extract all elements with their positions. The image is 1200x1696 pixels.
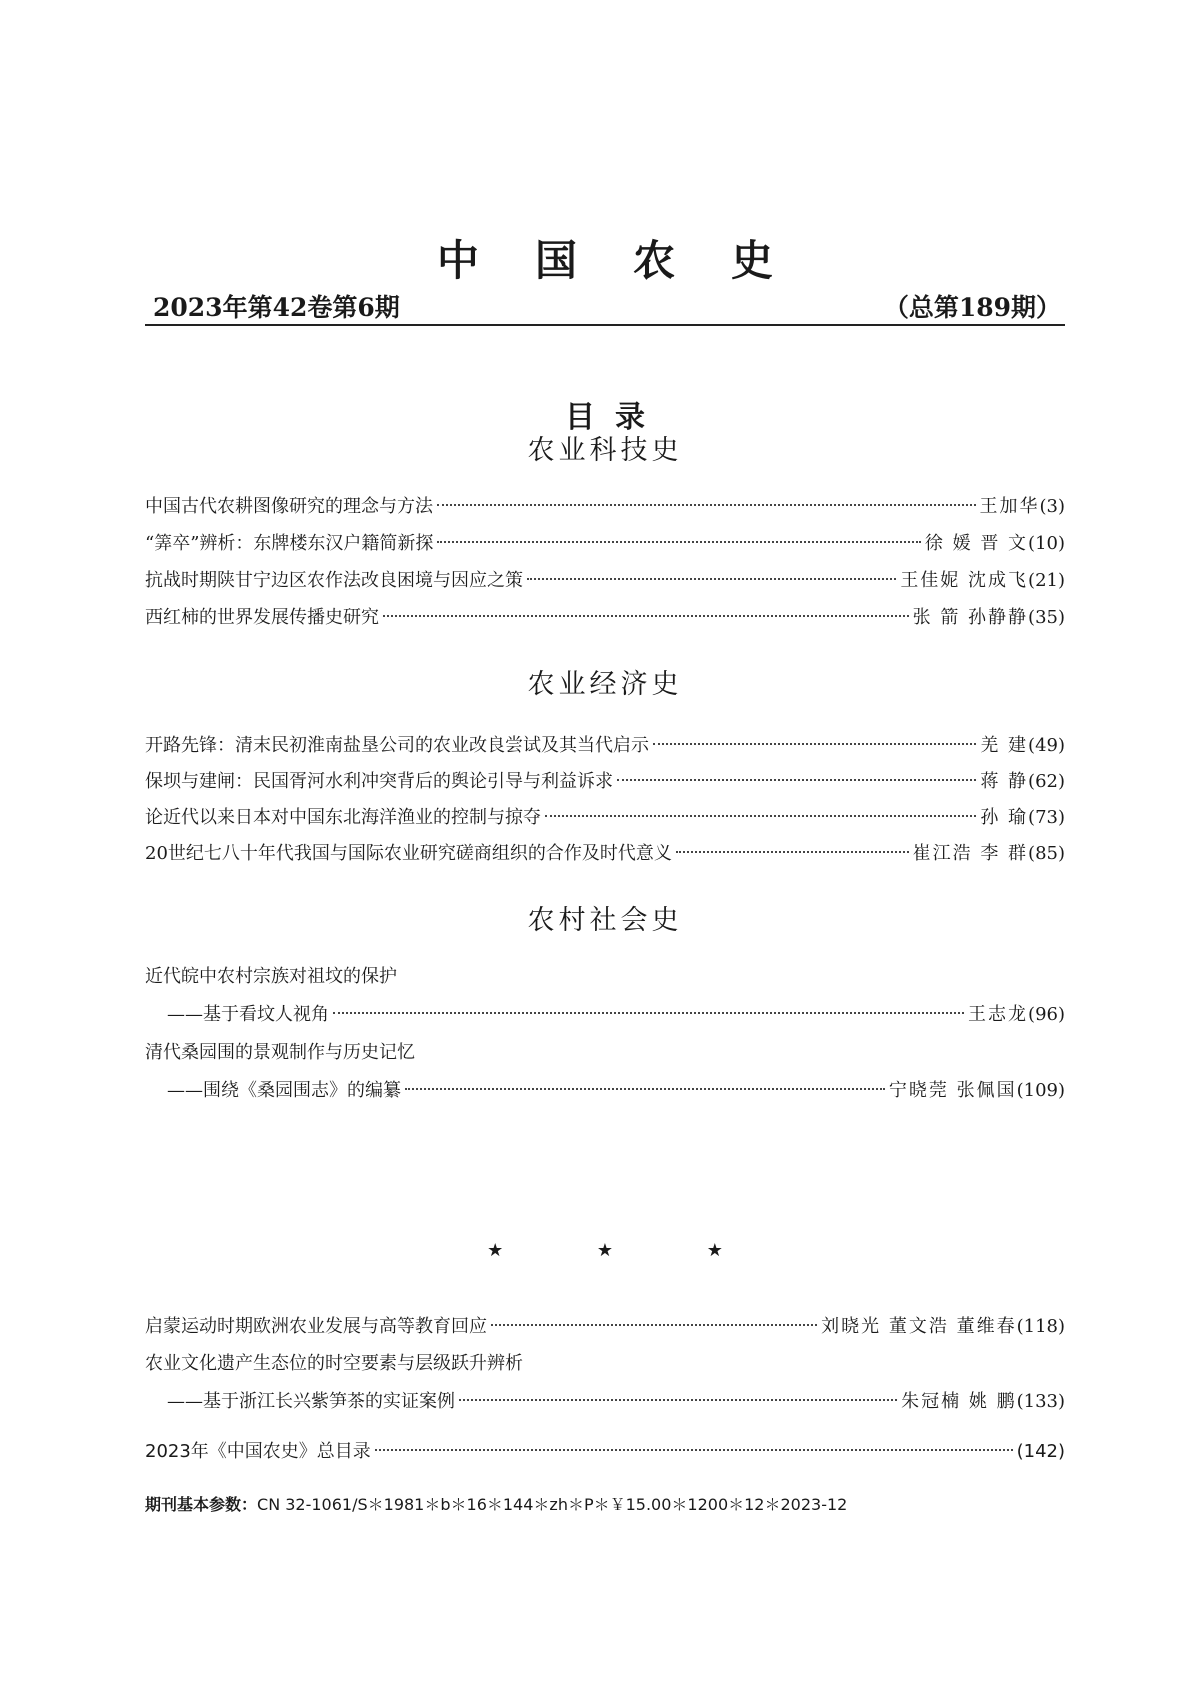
entry-page: (35) [1028,607,1065,628]
entry-page: (10) [1028,533,1065,554]
entry-page: (73) [1028,807,1065,828]
leader-dots [375,1448,1013,1451]
toc-title: 目录 [565,400,665,435]
toc-entry[interactable] [145,529,1065,559]
toc-entry[interactable] [145,803,1065,833]
entry-page: (118) [1016,1316,1065,1337]
section-heading-rural-society: 农村社会史 [527,905,683,936]
issue-number: 2023年第42卷第6期 [153,293,400,322]
leader-dots [676,850,909,853]
annual-index-title: 2023年《中国农史》总目录 [145,1441,371,1462]
entry-page: (21) [1028,570,1065,591]
leader-dots [405,1087,885,1090]
toc-entry[interactable] [145,492,1065,522]
toc-entry[interactable] [145,839,1065,869]
annual-index-page: (142) [1016,1441,1065,1462]
entry-author: 王加华 [979,496,1040,517]
entry-page: (109) [1016,1080,1065,1101]
entry-title: 中国古代农耕图像研究的理念与方法 [145,496,433,517]
toc-entry[interactable] [145,603,1065,633]
entry-author: 蒋 静 [980,771,1029,792]
entry-author: 羌 建 [980,735,1029,756]
entry-title: 20世纪七八十年代我国与国际农业研究磋商组织的合作及时代意义 [145,843,672,864]
section-heading-agri-economy: 农业经济史 [527,669,683,700]
entry-author: 孙 瑜 [980,807,1029,828]
annual-index-entry[interactable] [145,1437,1065,1467]
entry-author: 徐 媛 晋 文 [924,533,1029,554]
entry-title[interactable]: 农业文化遗产生态位的时空要素与层级跃升辨析 [145,1353,523,1374]
leader-dots [459,1398,897,1401]
star-divider: ★ ★ ★ [487,1240,767,1261]
leader-dots [545,814,976,817]
toc-entry[interactable] [167,1000,1065,1030]
leader-dots [653,742,976,745]
issue-line [145,288,1065,326]
entry-title[interactable]: 清代桑园围的景观制作与历史记忆 [145,1042,415,1063]
toc-entry[interactable] [145,566,1065,596]
entry-author: 崔江浩 李 群 [912,843,1029,864]
entry-page: (3) [1039,496,1065,517]
entry-title: 西红柿的世界发展传播史研究 [145,607,379,628]
entry-title: 论近代以来日本对中国东北海洋渔业的控制与掠夺 [145,807,541,828]
parameters-label: 期刊基本参数： [145,1495,258,1514]
entry-page: (133) [1016,1391,1065,1412]
entry-subtitle: ——围绕《桑园围志》的编纂 [167,1080,401,1101]
entry-author: 宁晓莞 张佩国 [888,1080,1017,1101]
section-heading-agri-tech: 农业科技史 [527,435,683,466]
entry-subtitle: ——基于看坟人视角 [167,1004,329,1025]
toc-entry[interactable] [167,1076,1065,1106]
journal-parameters [145,1492,847,1518]
entry-title: “筭卒”辨析：东牌楼东汉户籍简新探 [145,533,434,554]
toc-entry[interactable] [167,1387,1065,1417]
leader-dots [383,614,909,617]
leader-dots [527,577,896,580]
toc-entry[interactable] [145,731,1065,761]
entry-title: 开路先锋：清末民初淮南盐垦公司的农业改良尝试及其当代启示 [145,735,649,756]
leader-dots [333,1011,964,1014]
entry-author: 刘晓光 董文浩 董维春 [821,1316,1017,1337]
entry-author: 王佳妮 沈成飞 [900,570,1029,591]
entry-title: 启蒙运动时期欧洲农业发展与高等教育回应 [145,1316,487,1337]
entry-page: (62) [1028,771,1065,792]
entry-title: 保坝与建闸：民国胥河水利冲突背后的舆论引导与利益诉求 [145,771,613,792]
leader-dots [437,540,920,543]
entry-author: 张 箭 孙静静 [912,607,1029,628]
parameters-value: CN 32-1061/S＊1981＊b＊16＊144＊zh＊P＊￥15.00＊1200＊12＊2023-12 [257,1495,848,1514]
entry-subtitle: ——基于浙江长兴紫笋茶的实证案例 [167,1391,455,1412]
entry-title[interactable]: 近代皖中农村宗族对祖坟的保护 [145,966,397,987]
toc-entry[interactable] [145,767,1065,797]
entry-author: 朱冠楠 姚 鹏 [901,1391,1017,1412]
entry-page: (96) [1028,1004,1065,1025]
entry-title: 抗战时期陕甘宁边区农作法改良困境与因应之策 [145,570,523,591]
entry-page: (49) [1028,735,1065,756]
leader-dots [491,1323,817,1326]
journal-title: 中国农史 [436,236,829,285]
total-issue-number: （总第189期） [883,293,1061,322]
toc-page [145,0,1065,1696]
entry-author: 王志龙 [968,1004,1029,1025]
toc-entry[interactable] [145,1312,1065,1342]
entry-page: (85) [1028,843,1065,864]
leader-dots [437,503,976,506]
leader-dots [617,778,976,781]
